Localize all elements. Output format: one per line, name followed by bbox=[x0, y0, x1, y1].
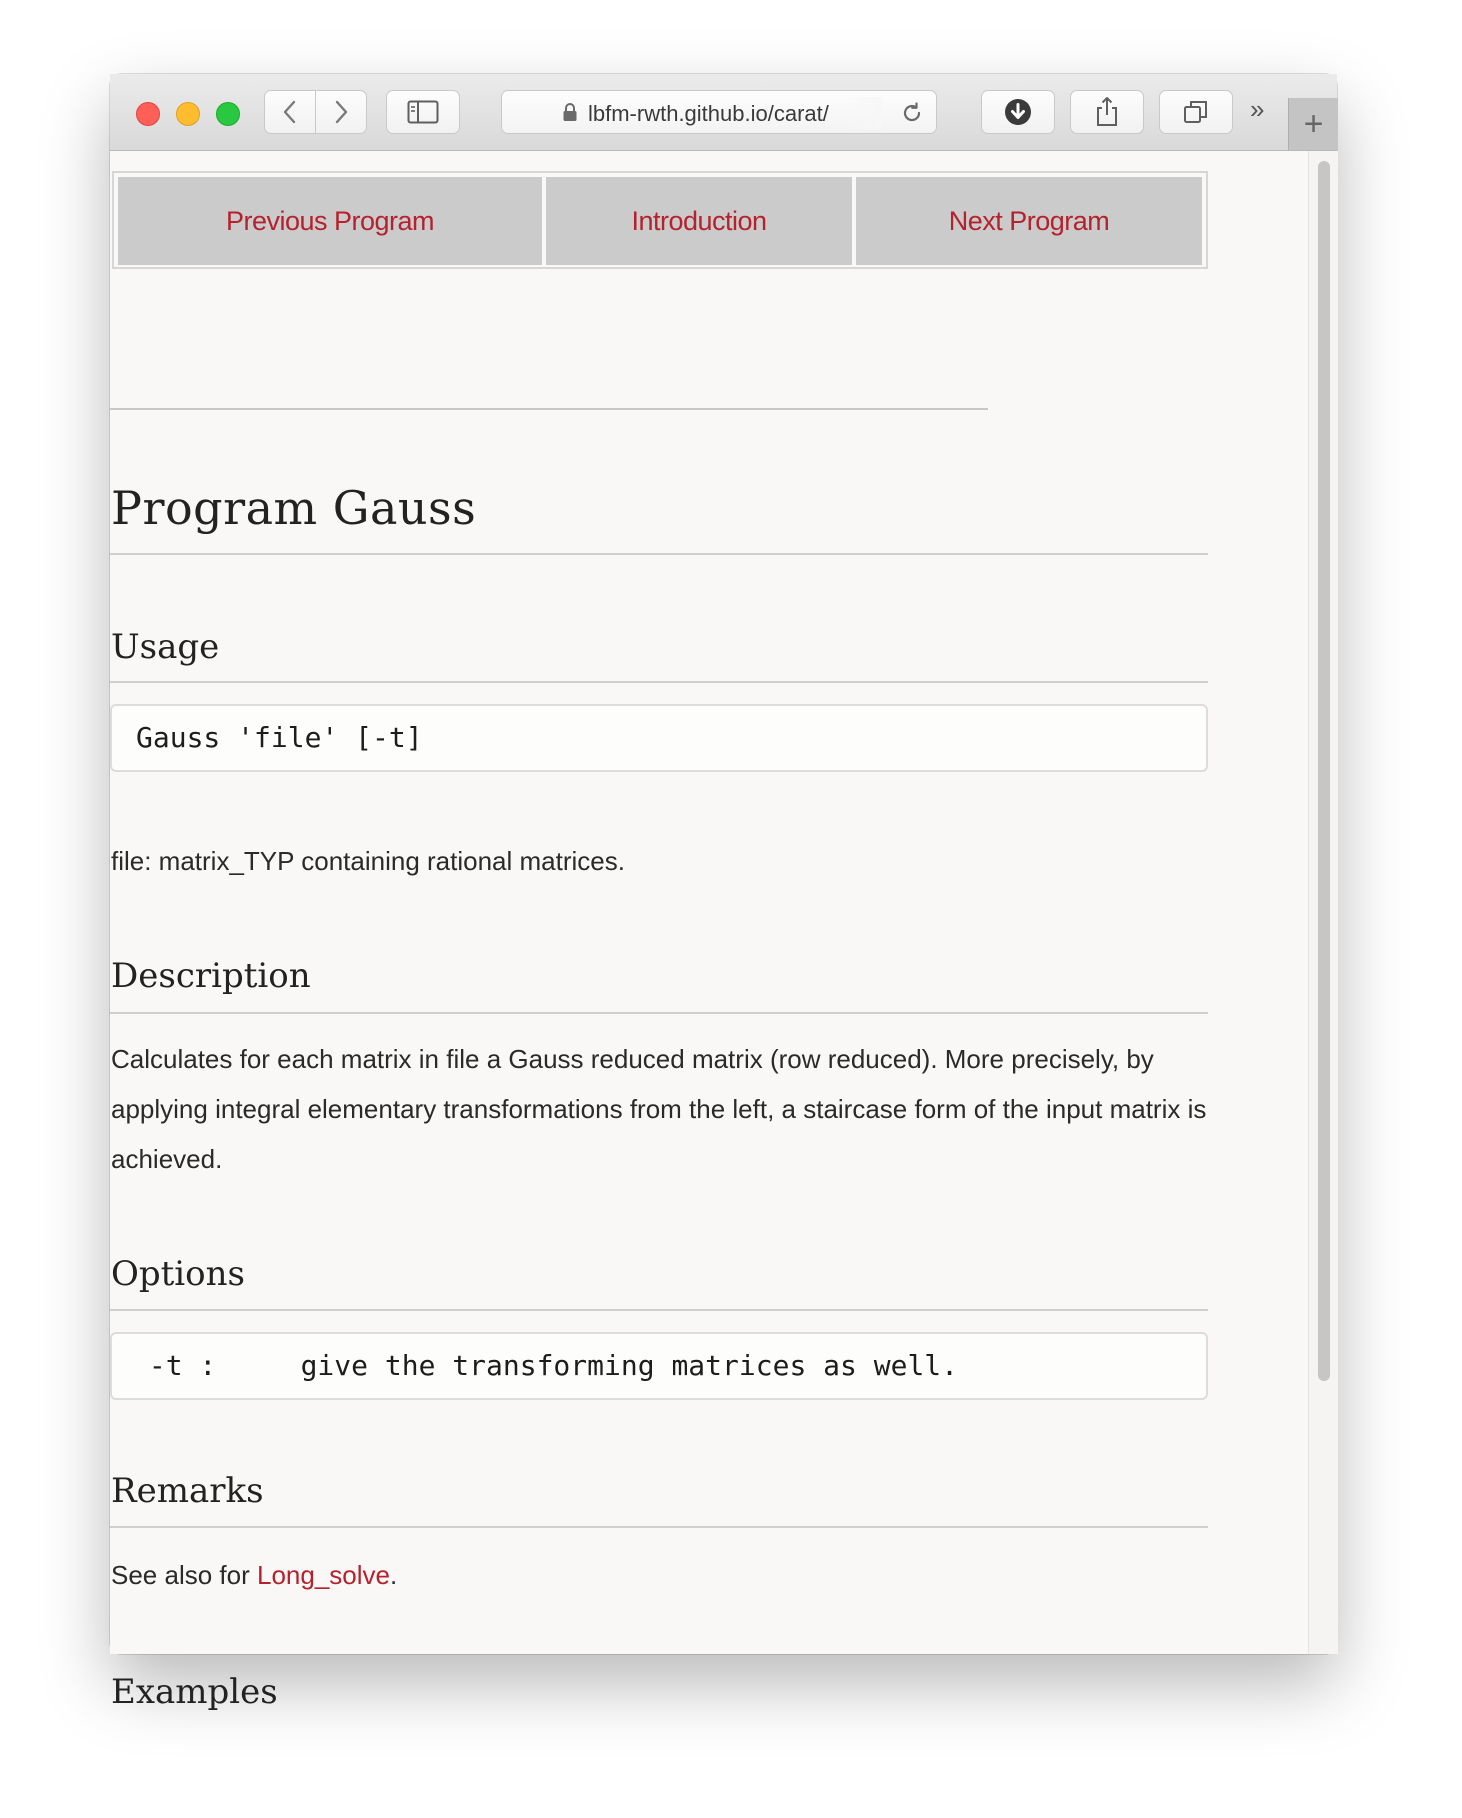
minimize-window-button[interactable] bbox=[176, 102, 200, 126]
share-button[interactable] bbox=[1070, 90, 1144, 134]
browser-toolbar bbox=[110, 74, 1337, 151]
back-button[interactable] bbox=[264, 90, 316, 134]
new-tab-button[interactable]: + bbox=[1288, 98, 1338, 150]
remarks-prefix: See also for bbox=[111, 1560, 257, 1590]
url-text: lbfm-rwth.github.io/carat/ bbox=[588, 101, 829, 126]
address-bar[interactable] bbox=[501, 90, 937, 134]
downloads-button[interactable] bbox=[981, 90, 1055, 134]
usage-underline bbox=[110, 681, 1208, 683]
vertical-scrollbar[interactable] bbox=[1308, 151, 1338, 1654]
lock-icon bbox=[562, 102, 578, 122]
options-underline bbox=[110, 1309, 1208, 1311]
description-text: Calculates for each matrix in file a Gauss reduced matrix (row reduced). More precisely, by applying integral elementary transformations from the left, a staircase form of the input matrix is achieved. bbox=[111, 1044, 1207, 1174]
browser-window bbox=[110, 74, 1337, 1712]
sidebar-toggle-button[interactable] bbox=[386, 90, 460, 134]
program-nav-table bbox=[112, 171, 1208, 269]
url-fade bbox=[842, 97, 882, 129]
remarks-suffix: . bbox=[389, 1560, 398, 1590]
remarks-heading: Remarks bbox=[111, 1471, 264, 1511]
introduction-link[interactable]: Introduction bbox=[546, 177, 852, 265]
tabs-overview-button[interactable] bbox=[1159, 90, 1233, 134]
divider bbox=[110, 408, 988, 410]
usage-code-block: Gauss 'file' [-t] bbox=[110, 704, 1208, 772]
next-program-link[interactable]: Next Program bbox=[856, 177, 1202, 265]
file-note: file: matrix_TYP containing rational matrices. bbox=[111, 846, 625, 876]
options-heading: Options bbox=[111, 1254, 245, 1294]
previous-program-link[interactable]: Previous Program bbox=[118, 177, 542, 265]
scrollbar-thumb[interactable] bbox=[1318, 161, 1330, 1381]
close-window-button[interactable] bbox=[136, 102, 160, 126]
examples-heading: Examples bbox=[111, 1672, 278, 1712]
options-code-block: -t : give the transforming matrices as well. bbox=[110, 1332, 1208, 1400]
usage-heading: Usage bbox=[111, 627, 220, 667]
description-heading: Description bbox=[111, 956, 311, 996]
sidebar-icon bbox=[407, 100, 439, 124]
share-icon bbox=[1094, 96, 1120, 128]
forward-button[interactable] bbox=[315, 90, 367, 134]
title-underline bbox=[110, 553, 1208, 555]
long-solve-link[interactable]: Long_solve bbox=[256, 1560, 390, 1590]
page-content bbox=[110, 151, 1308, 1712]
remarks-text bbox=[111, 1550, 1211, 1600]
zoom-window-button[interactable] bbox=[216, 102, 240, 126]
more-toolbar-items-icon[interactable]: » bbox=[1250, 94, 1261, 124]
tabs-icon bbox=[1182, 98, 1210, 126]
description-underline bbox=[110, 1012, 1208, 1014]
download-icon bbox=[1003, 97, 1033, 127]
chevron-right-icon bbox=[332, 99, 350, 125]
page-title: Program Gauss bbox=[111, 481, 477, 535]
remarks-underline bbox=[110, 1526, 1208, 1528]
reload-icon[interactable] bbox=[900, 101, 924, 125]
chevron-left-icon bbox=[281, 99, 299, 125]
